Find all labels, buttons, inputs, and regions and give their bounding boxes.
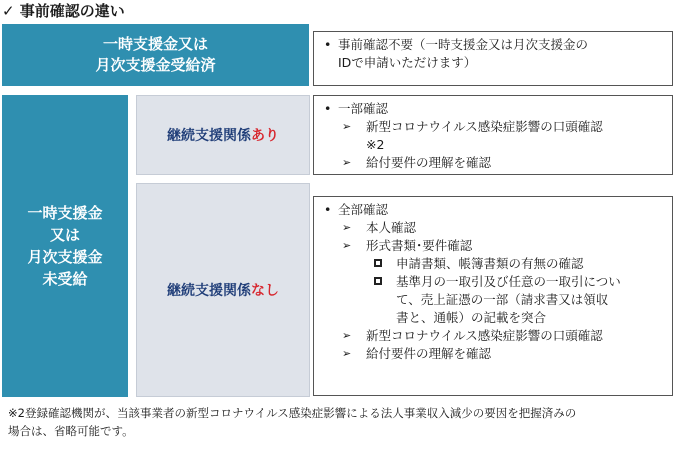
bullet-line: • 一部確認 [324, 100, 666, 118]
arrow-item [324, 219, 666, 237]
content-received [313, 31, 673, 86]
item-text: 給付要件の理解を確認 [366, 346, 492, 361]
square-bullet-icon [374, 277, 382, 285]
arrow-bullet-icon: ➢ [342, 221, 352, 234]
label-prefix: 継続支援関係 [167, 283, 251, 299]
label-not-received [2, 95, 128, 397]
label-line: 未受給 [42, 270, 88, 288]
item-text: 給付要件の理解を確認 [366, 155, 492, 170]
square-item [324, 255, 666, 273]
label-prefix: 継続支援関係 [167, 128, 251, 144]
item-text: 新型コロナウイルス感染症影響の口頭確認 [366, 328, 603, 343]
content-support-with [313, 95, 673, 175]
item-text: 新型コロナウイルス感染症影響の口頭確認 [366, 119, 603, 134]
label-suffix-red: あり [251, 128, 279, 144]
label-received [2, 24, 309, 86]
arrow-bullet-icon: ➢ [342, 347, 352, 360]
bullet-line: • 事前確認不要（一時支援金又は月次支援金の [324, 36, 666, 54]
arrow-item [324, 327, 666, 345]
square-item [324, 273, 666, 291]
label-support-without [136, 183, 310, 397]
bullet-line: • 全部確認 [324, 201, 666, 219]
item-continuation: て、売上証憑の一部（請求書又は領収 [396, 292, 609, 307]
item-text: 形式書類･要件確認 [366, 238, 473, 253]
item-continuation: ※2 [366, 137, 385, 152]
arrow-item [324, 345, 666, 363]
item-text: 本人確認 [366, 220, 417, 235]
arrow-bullet-icon: ➢ [342, 120, 352, 133]
arrow-item [324, 237, 666, 255]
label-suffix-red: なし [251, 283, 279, 299]
label-line: 月次支援金 [27, 248, 103, 266]
item-continuation: 書と、通帳）の記載を突合 [396, 310, 547, 325]
label-line: 又は [49, 226, 80, 244]
footnote [8, 404, 678, 440]
square-bullet-icon [374, 259, 382, 267]
bullet-continuation: IDで申請いただけます） [338, 55, 477, 70]
content-support-without [313, 196, 673, 396]
footnote-line: ※2登録確認機関が、当該事業者の新型コロナウイルス感染症影響による法人事業収入減少の要因を把握済みの [8, 406, 577, 420]
item-text: 申請書類、帳簿書類の有無の確認 [396, 256, 584, 271]
label-line: 一時支援金 [27, 204, 103, 222]
arrow-bullet-icon: ➢ [342, 156, 352, 169]
page-title: ✓ 事前確認の違い [2, 2, 125, 20]
arrow-item [324, 154, 666, 172]
label-line: 月次支援金受給済 [95, 56, 216, 74]
label-line: 一時支援金又は [102, 35, 208, 53]
arrow-bullet-icon: ➢ [342, 329, 352, 342]
item-text: 基準月の一取引及び任意の一取引につい [396, 274, 621, 289]
label-support-with [136, 95, 310, 175]
arrow-item [324, 118, 666, 136]
footnote-line: 場合は、省略可能です。 [8, 424, 134, 438]
arrow-bullet-icon: ➢ [342, 239, 352, 252]
